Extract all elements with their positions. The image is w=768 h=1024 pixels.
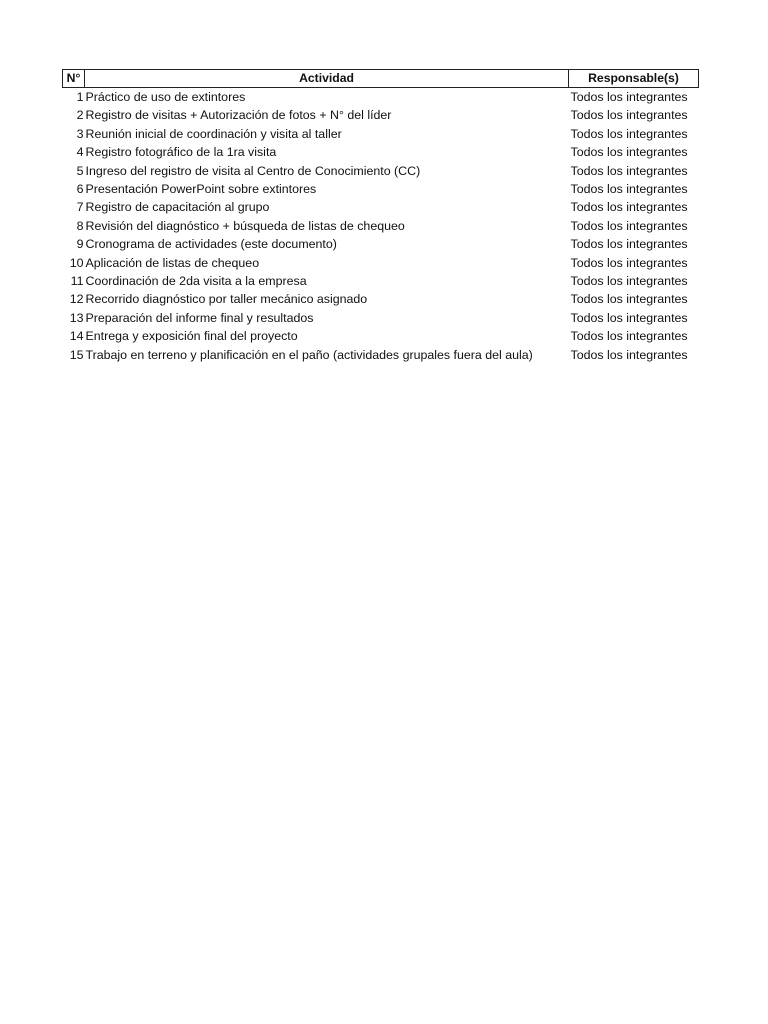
table-body xyxy=(63,88,699,365)
row-responsible: Todos los integrantes xyxy=(570,108,688,123)
row-activity: Registro fotográfico de la 1ra visita xyxy=(85,145,277,160)
header-number: N° xyxy=(63,70,85,88)
table-header xyxy=(63,70,699,88)
table-row xyxy=(63,290,699,308)
activity-table xyxy=(62,69,699,364)
row-responsible: Todos los integrantes xyxy=(570,126,688,141)
row-activity: Reunión inicial de coordinación y visita al taller xyxy=(85,126,342,141)
row-number: 11 xyxy=(70,274,84,289)
header-activity: Actividad xyxy=(85,70,569,88)
row-activity: Ingreso del registro de visita al Centro de Conocimiento (CC) xyxy=(85,163,421,178)
table-row xyxy=(63,106,699,124)
table-row xyxy=(63,272,699,290)
row-number: 14 xyxy=(69,329,84,344)
table-row xyxy=(63,180,699,198)
row-activity: Presentación PowerPoint sobre extintores xyxy=(85,182,317,197)
row-number: 10 xyxy=(69,255,84,270)
row-responsible: Todos los integrantes xyxy=(570,145,688,160)
row-responsible: Todos los integrantes xyxy=(570,310,688,325)
row-number: 4 xyxy=(76,145,84,160)
row-responsible: Todos los integrantes xyxy=(570,182,688,197)
row-activity: Recorrido diagnóstico por taller mecánico asignado xyxy=(85,292,368,307)
row-activity: Registro de visitas + Autorización de fotos + N° del líder xyxy=(85,108,392,123)
activity-schedule-sheet xyxy=(62,69,698,364)
row-activity: Entrega y exposición final del proyecto xyxy=(85,329,298,344)
row-responsible: Todos los integrantes xyxy=(570,255,688,270)
row-number: 9 xyxy=(76,237,84,252)
row-number: 13 xyxy=(69,310,84,325)
table-row xyxy=(63,217,699,235)
header-row xyxy=(63,70,699,88)
row-number: 2 xyxy=(76,108,84,123)
row-activity: Práctico de uso de extintores xyxy=(85,90,246,104)
table-row xyxy=(63,125,699,143)
row-number: 7 xyxy=(76,200,84,215)
row-number: 12 xyxy=(69,292,84,307)
row-activity: Registro de capacitación al grupo xyxy=(85,200,270,215)
row-activity: Trabajo en terreno y planificación en el paño (actividades grupales fuera del aula) xyxy=(85,347,533,362)
row-number: 1 xyxy=(76,90,84,104)
row-responsible: Todos los integrantes xyxy=(570,292,688,307)
row-number: 3 xyxy=(76,126,84,141)
table-row xyxy=(63,254,699,272)
table-row xyxy=(63,88,699,107)
table-row xyxy=(63,327,699,345)
row-responsible: Todos los integrantes xyxy=(570,218,688,233)
table-row xyxy=(63,162,699,180)
row-number: 15 xyxy=(69,347,84,362)
row-responsible: Todos los integrantes xyxy=(570,200,688,215)
row-number: 5 xyxy=(76,163,84,178)
row-responsible: Todos los integrantes xyxy=(570,347,688,362)
table-row xyxy=(63,309,699,327)
row-activity: Revisión del diagnóstico + búsqueda de listas de chequeo xyxy=(85,218,405,233)
row-activity: Cronograma de actividades (este documento) xyxy=(85,237,337,252)
row-activity: Preparación del informe final y resultados xyxy=(85,310,314,325)
row-responsible: Todos los integrantes xyxy=(570,329,688,344)
row-responsible: Todos los integrantes xyxy=(570,274,688,289)
header-responsible: Responsable(s) xyxy=(569,70,699,88)
table-row xyxy=(63,143,699,161)
table-row xyxy=(63,198,699,216)
row-number: 6 xyxy=(76,182,84,197)
row-responsible: Todos los integrantes xyxy=(570,163,688,178)
row-activity: Coordinación de 2da visita a la empresa xyxy=(85,274,307,289)
row-number: 8 xyxy=(76,218,84,233)
row-activity: Aplicación de listas de chequeo xyxy=(85,255,260,270)
row-responsible: Todos los integrantes xyxy=(570,90,688,104)
table-row xyxy=(63,235,699,253)
row-responsible: Todos los integrantes xyxy=(570,237,688,252)
table-row xyxy=(63,346,699,364)
